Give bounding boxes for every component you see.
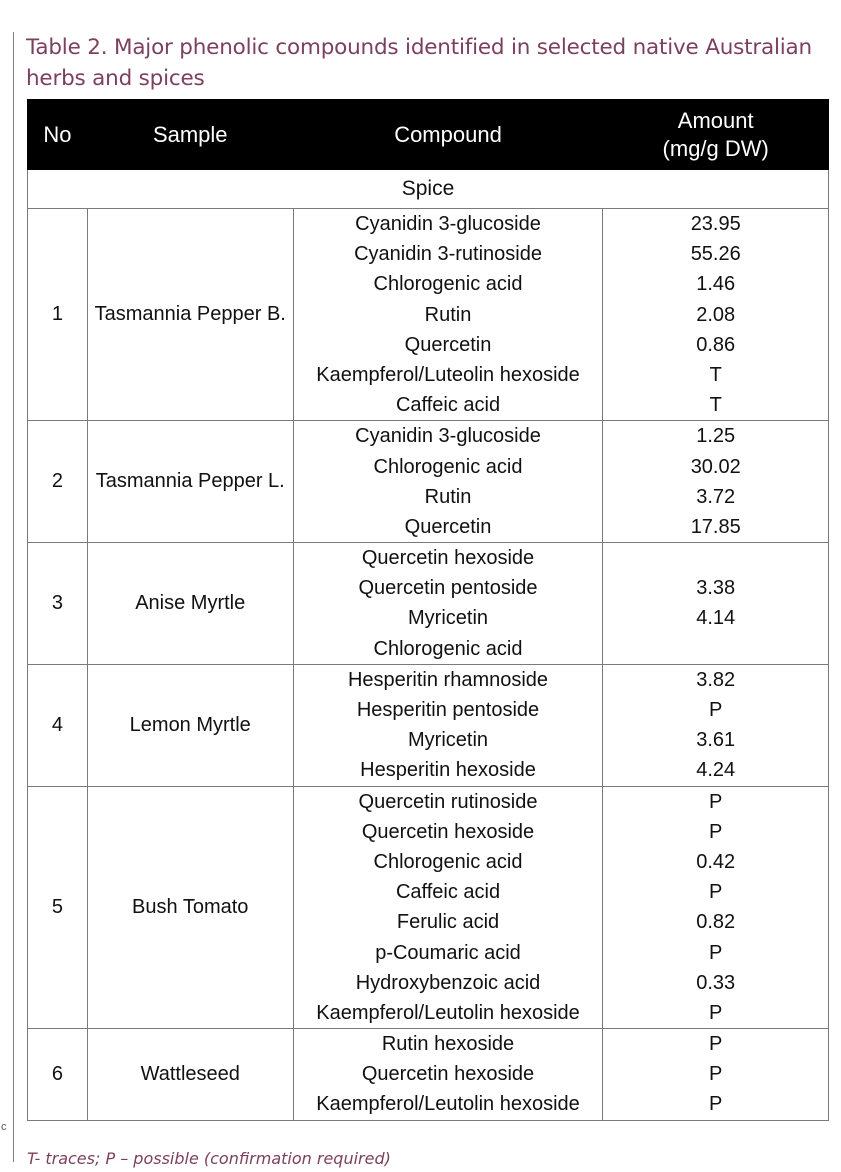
amount-value: 0.33 (696, 971, 736, 994)
amount-list (603, 1029, 829, 1121)
amount-list (603, 786, 829, 1029)
row-number: 5 (28, 786, 88, 1029)
table-row (28, 209, 829, 421)
amount-value: P (709, 1033, 723, 1056)
row-number: 2 (28, 421, 88, 543)
amount-value: P (709, 1001, 723, 1024)
compound-name: Quercetin hexoside (361, 820, 535, 843)
row-number: 1 (28, 209, 88, 421)
sample-name: Bush Tomato (87, 786, 293, 1029)
compound-name: Myricetin (408, 729, 489, 752)
amount-value: 3.38 (696, 577, 736, 600)
compound-name: Quercetin (404, 333, 492, 356)
table-body (28, 170, 829, 1121)
amount-value: 3.61 (696, 729, 736, 752)
amount-value: 0.42 (696, 850, 736, 873)
header-amount-line1: Amount (677, 107, 754, 133)
compound-name: Hesperitin pentoside (356, 699, 540, 721)
amount-value: T (709, 363, 722, 386)
section-row (28, 170, 829, 209)
row-number: 6 (28, 1029, 88, 1121)
compound-name: Kaempferol/Leutolin hexoside (316, 1001, 580, 1024)
compound-name: Kaempferol/Luteolin hexoside (316, 363, 580, 386)
amount-value: P (709, 699, 723, 721)
amount-value: 1.46 (696, 273, 736, 296)
phenolic-compounds-table (27, 99, 829, 1121)
compound-name: Quercetin pentoside (358, 577, 538, 600)
compound-name: Chlorogenic acid (373, 850, 523, 873)
amount-value: 1.25 (696, 425, 736, 448)
compound-name: Caffeic acid (395, 881, 501, 904)
amount-value (603, 634, 828, 664)
compound-name: Cyanidin 3-rutinoside (354, 243, 542, 266)
table-row (28, 1029, 829, 1121)
header-row (28, 100, 829, 170)
amount-value: 3.72 (696, 485, 736, 508)
amount-value: 17.85 (690, 515, 741, 538)
compound-list (293, 421, 603, 543)
compound-list (293, 209, 603, 421)
compound-list (293, 786, 603, 1029)
sample-name: Anise Myrtle (87, 543, 293, 665)
row-number: 4 (28, 664, 88, 786)
compound-name: Quercetin hexoside (361, 547, 535, 570)
amount-value: 3.82 (696, 668, 736, 691)
amount-value: P (709, 881, 723, 904)
amount-list (603, 664, 829, 786)
margin-mark: c (1, 1121, 7, 1133)
amount-list (603, 209, 829, 421)
row-number: 3 (28, 543, 88, 665)
amount-value: P (709, 1093, 723, 1116)
header-compound: Compound (293, 100, 603, 170)
sample-name: Tasmannia Pepper L. (87, 421, 293, 543)
footnote: T- traces; P – possible (confirmation required) (27, 1149, 391, 1168)
header-sample: Sample (87, 100, 293, 170)
compound-name: Quercetin hexoside (361, 1063, 535, 1086)
amount-value: 30.02 (690, 455, 741, 478)
compound-list (293, 1029, 603, 1121)
compound-name: Chlorogenic acid (373, 455, 523, 478)
amount-value: P (709, 820, 723, 843)
compound-name: Hesperitin hexoside (360, 759, 536, 782)
section-label: Spice (28, 170, 829, 209)
compound-name: Ferulic acid (396, 911, 500, 934)
amount-value: 0.82 (696, 911, 736, 934)
header-no: No (28, 100, 88, 170)
amount-value: P (709, 790, 723, 813)
table-row (28, 786, 829, 1029)
compound-name: p-Coumaric acid (375, 941, 521, 964)
table-row (28, 664, 829, 786)
compound-name: Rutin hexoside (381, 1033, 515, 1056)
left-margin-rule (13, 32, 14, 1162)
compound-name: Myricetin (408, 607, 489, 630)
compound-list (293, 664, 603, 786)
sample-name: Lemon Myrtle (87, 664, 293, 786)
amount-value: 0.86 (696, 333, 736, 356)
amount-value (603, 543, 828, 573)
sample-name: Tasmannia Pepper B. (87, 209, 293, 421)
compound-name: Chlorogenic acid (373, 273, 523, 296)
amount-value: P (709, 941, 723, 964)
amount-list (603, 421, 829, 543)
compound-name: Rutin (424, 303, 472, 326)
compound-name: Hesperitin rhamnoside (347, 668, 549, 691)
compound-name: Cyanidin 3-glucoside (355, 213, 541, 235)
amount-value: 55.26 (690, 243, 741, 266)
header-amount-line2: (mg/g DW) (662, 135, 769, 161)
amount-value: 4.14 (696, 607, 736, 630)
table-row (28, 543, 829, 665)
amount-value: 4.24 (696, 759, 736, 782)
compound-name: Caffeic acid (395, 394, 501, 417)
amount-value: 2.08 (696, 303, 736, 326)
header-amount (603, 100, 829, 170)
compound-name: Kaempferol/Leutolin hexoside (316, 1093, 580, 1116)
table-caption: Table 2. Major phenolic compounds identified in selected native Australian herbs and spices (26, 35, 812, 91)
compound-name: Quercetin (404, 515, 492, 538)
table-row (28, 421, 829, 543)
compound-name: Quercetin rutinoside (358, 790, 538, 813)
compound-list (293, 543, 603, 665)
compound-name: Cyanidin 3-glucoside (355, 425, 541, 448)
sample-name: Wattleseed (87, 1029, 293, 1121)
compound-name: Chlorogenic acid (373, 637, 523, 660)
amount-value: T (709, 394, 722, 417)
amount-value: 23.95 (690, 213, 741, 235)
compound-name: Hydroxybenzoic acid (355, 971, 541, 994)
amount-value: P (709, 1063, 723, 1086)
amount-list (603, 543, 829, 665)
compound-name: Rutin (424, 485, 472, 508)
